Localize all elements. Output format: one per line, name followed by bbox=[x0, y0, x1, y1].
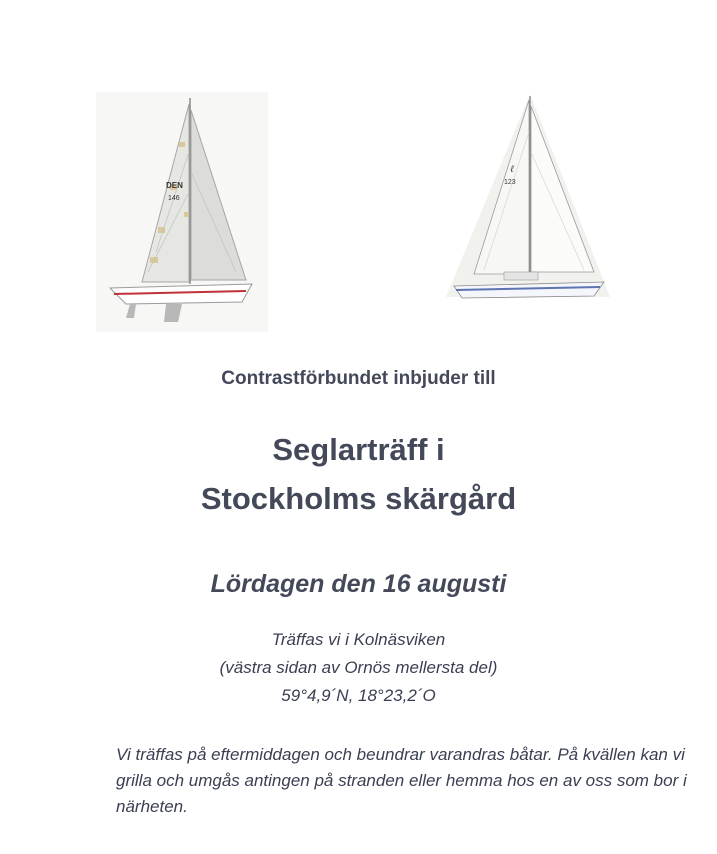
sail-mark-number: 146 bbox=[168, 195, 180, 202]
title-line-2: Stockholms skärgård bbox=[200, 481, 517, 516]
meeting-place-detail: (västra sidan av Ornös mellersta del) bbox=[219, 658, 498, 677]
description-paragraph: Vi träffas på eftermiddagen och beundrar varandras båtar. På kvällen kan vi grilla och umgås antingen på stranden eller hemma hos en av oss som bor i närheten. bbox=[116, 745, 687, 816]
sailboat-icon bbox=[444, 92, 612, 306]
sailboat-illustration-right bbox=[444, 92, 612, 306]
meeting-coordinates: 59°4,9´N, 18°23,2´O bbox=[281, 686, 436, 705]
sail-mark-number: 123 bbox=[504, 179, 516, 186]
host-line: Contrastförbundet inbjuder till bbox=[221, 368, 496, 389]
meeting-place: Träffas vi i Kolnäsviken bbox=[271, 630, 446, 649]
svg-text:ℓ: ℓ bbox=[510, 164, 515, 175]
title-line-1: Seglarträff i bbox=[272, 432, 445, 467]
sailboat-illustration-left bbox=[96, 92, 268, 332]
sail-mark-den: DEN bbox=[166, 181, 183, 190]
event-date: Lördagen den 16 augusti bbox=[210, 570, 507, 598]
sailboat-icon bbox=[96, 92, 268, 332]
